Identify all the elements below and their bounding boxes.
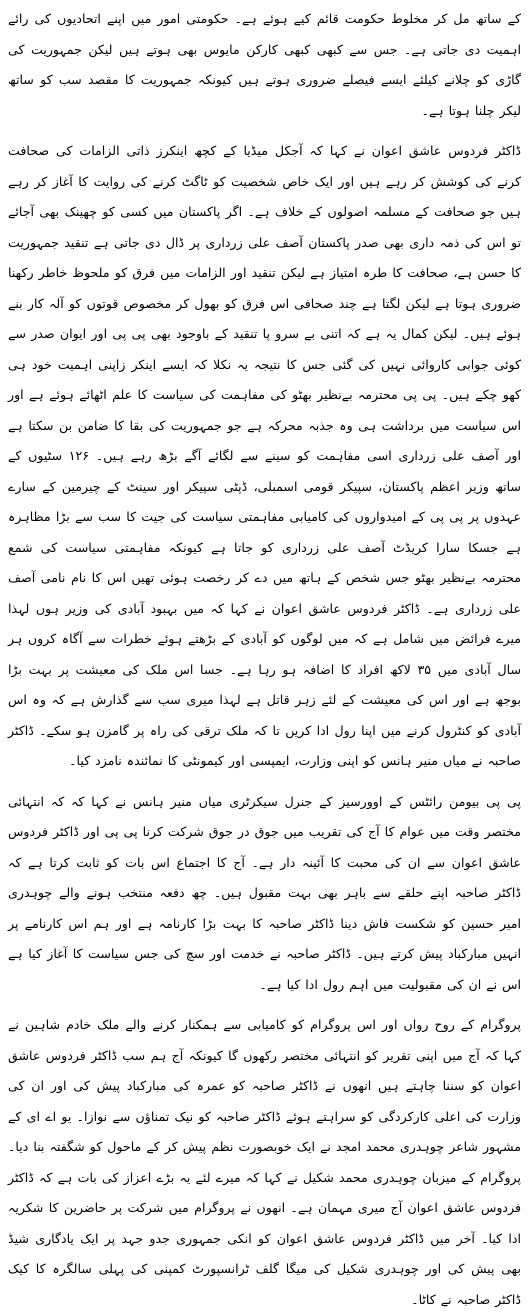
article-paragraph: کے ساتھ مل کر مخلوط حکومت قائم کیے ہوئے ہے۔ حکومتی امور میں اپنے اتحادیوں کی رائے اہمیت دی جاتی ہے۔ جس سے کبھی کبھی کارکن مایوس بھی ہوتے ہیں لیکن جمہوریت کی گاڑی کو چلانے کیلئے ایسے فیصلے ضروری ہوتے ہیں کیونکہ جمہوریت کا مقصد سب کو ساتھ لیکر چلنا ہوتا ہے۔ xyxy=(8,11,521,118)
article-paragraph: ڈاکٹر فردوس عاشق اعوان نے کہا کہ آجکل میڈیا کے کچھ اینکرز ذاتی الزامات کی صحافت کرنے کی کوشش کر رہے ہیں اور ایک خاص شخصیت کو ٹاگٹ کرنے کی روایت کا آغاز کر رہے ہیں جو صحافت کے مسلمہ اصولوں کے خلاف ہے۔ اگر پاکستان میں کسی کو چھینک بھی آجائے تو اس کی ذمہ داری بھی صدر پاکستان آصف علی زرداری پر ڈال دی جاتی ہے تنقید جمہوریت کا حسن ہے، صحافت کا طرہ امتیاز ہے لیکن تنقید اور الزامات میں فرق کو ملحوظ خاطر رکھنا ضروری ہوتا ہے لیکن لگتا ہے چند صحافی اس فرق کو بھول کر مخصوص قوتوں کو آلہ کار بنے ہوئے ہیں۔ لیکن کمال یہ ہے کہ اتنی بے سرو پا تنقید کے باوجود بھی پی پی اور ایوان صدر سے کوئی جوابی کاروائی نہیں کی گئی جس کا نتیجہ یہ نکلا کہ ایسے اینکر زاپنی اہمیت خود ہی کھو چکے ہیں۔ پی پی محترمہ بےنظیر بھٹو کی مفاہمت کی سیاست کا علم اٹھائے ہوئے ہے اور اس سیاست میں برداشت ہی وہ جذبہ محرکہ ہے جو جمہوریت کی بقا کا ضامن بن سکتا ہے اور آصف علی زرداری اسی مفاہمت کو سینے سے لگائے آگے بڑھ رہے ہیں۔ ۱۲۶ سٹیوں کے ساتھ وزیر اعظم پاکستان، سپیکر قومی اسمبلی، ڈپٹی سپیکر اور سینٹ کے چیرمین کے سارے عہدوں پر پی پی کے امیدواروں کی کامیابی مفاہمتی سیاست کی جیت کا سب سے بڑا مظاہرہ ہے جسکا سارا کریڈٹ آصف علی زرداری کو جاتا ہے کیونکہ مفاہمتی سیاست کی شمع محترمہ بےنظیر بھٹو جس شخص کے ہاتھ میں دے کر رخصت ہوئی تھیں اس کا نام نامی آصف علی زرداری ہے۔ ڈاکٹر فردوس عاشق اعوان نے کہا کہ میں بہبود آبادی کی وزیر ہوں لہذا میرے فرائض میں شامل ہے کہ میں لوگوں کو آبادی کے بڑھتے ہوئے خطرات سے آگاہ کروں ہر سال آبادی میں ۳۵ لاکھ افراد کا اضافہ ہو رہا ہے۔ جسا اس ملک کی معیشت پر بہت بڑا بوجھ ہے اور اس کی معیشت کے لئے زہر قاتل ہے لہذا میری سب سے گذارش ہے کہ وہ اس آبادی کو کنٹرول کرنے میں اپنا رول ادا کریں تا کہ ملک ترقی کی راہ پر گامزن ہو سکے۔ ڈاکٹر صاحبہ نے میاں منیر ہانس کو اپنی وزارت، ایمپسی اور کیمونٹی کا نمائندہ نامزد کیا۔ xyxy=(8,143,521,768)
article-paragraph: پی پی بیومن رائٹس کے اوورسیز کے جنرل سیکرٹری میاں منیر ہانس نے کہا کہ کہ انتہائی مختصر وقت میں عوام کا آج کی تقریب میں جوق در جوق شرکت کرنا پی پی اور ڈاکٹر فردوس عاشق اعوان سے ان کی محبت کا آئینہ دار ہے۔ آج کا اجتماع اس بات کو ثابت کرتا ہے کہ ڈاکٹر صاحبہ اپنے حلقے سے باہر بھی بہت مقبول ہیں۔ چھ دفعہ منتخب ہونے والے چوہدری امیر حسین کو شکست فاش دینا ڈاکٹر صاحبہ کا بہت بڑا کارنامہ ہے اور ہم اس کارنامے پر انہیں مبارکباد پیش کرتے ہیں۔ ڈاکٹر صاحبہ نے خدمت اور سچ کی جس سیاست کا آغاز کیا ہے اس نے ان کی مقبولیت میں اہم رول ادا کیا ہے۔ xyxy=(8,793,521,992)
article-paragraph: پروگرام کے روح رواں اور اس پروگرام کو کامیابی سے ہمکنار کرنے والے ملک خادم شاہین نے کہا کہ آج میں اپنی تقریر کو انتہائی مختصر رکھوں گا کیونکہ آج ہم سب ڈاکٹر فردوس عاشق اعوان کو سننا چاہتے ہیں انھوں نے ڈاکٹر صاحبہ کو عمرہ کی مبارکباد پیش کی اور ان کی وزارت کی اعلی کارکردگی کو سراہتے ہوئے ڈاکٹر صاحبہ کو نیک تمناؤں سے نوازا۔ یو اے ای کے مشہور شاعر چوہدری محمد امجد نے ایک خوبصورت نظم پیش کر کے ماحول کو شگفتہ بنا دیا۔ پروگرام کے میزبان چوہدری محمد شکیل نے کہا کہ میرے لئے یہ بڑے اعزاز کی بات ہے کہ ڈاکٹر فردوس عاشق اعوان آج میری مہمان ہے۔ انھوں نے پروگرام میں شرکت پر حاضرین کا شکریہ ادا کیا۔ آخر میں ڈاکٹر فردوس عاشق اعوان کو انکی جمہوری جدو جہد پر ایک یادگاری شیڈ بھی پیش کی اور چوہدری شکیل کی میگا گلف ٹرانسپورٹ کمپنی کی پہلی سالگرہ کا کیک ڈاکٹر صاحبہ نے کاٹا۔ xyxy=(8,1017,521,1307)
